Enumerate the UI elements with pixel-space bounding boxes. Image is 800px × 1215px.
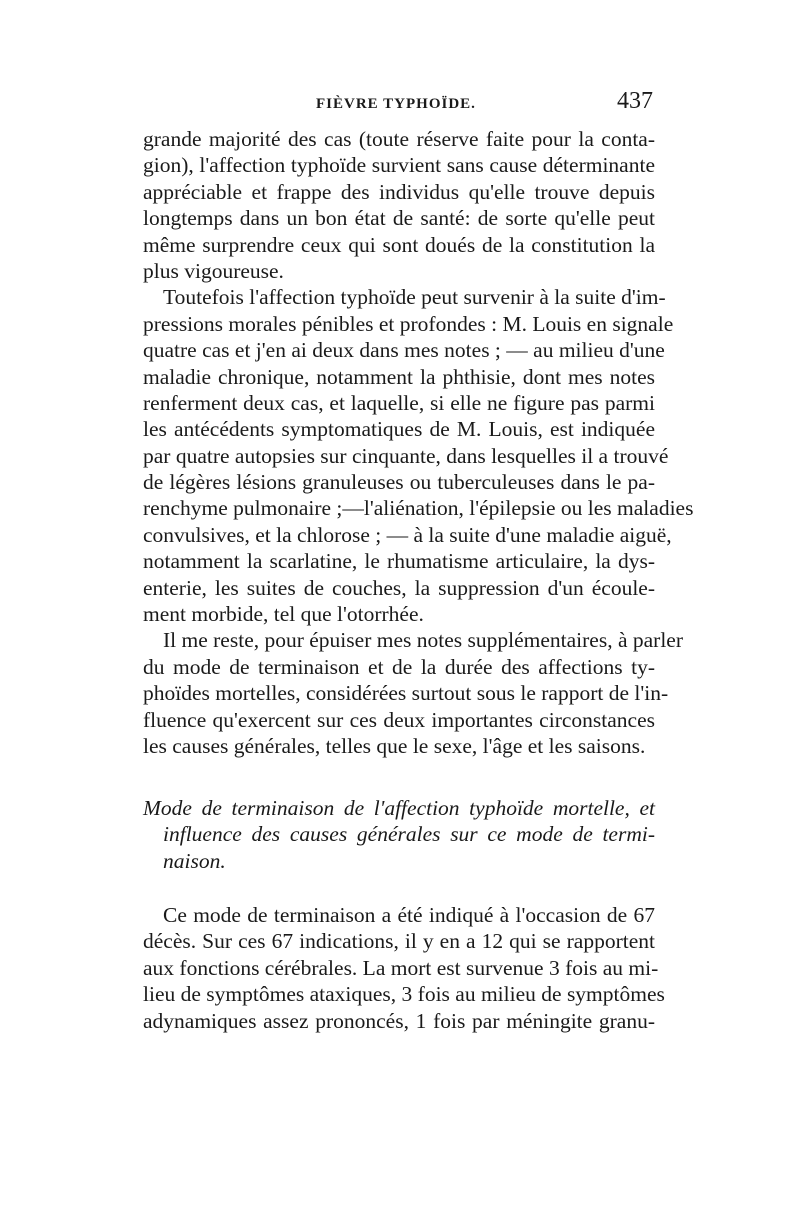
text-line: longtemps dans un bon état de santé: de sorte qu'elle peut	[143, 206, 655, 231]
text-line: ment morbide, tel que l'otorrhée.	[143, 602, 424, 627]
heading-line: influence des causes générales sur ce mode de termi-	[163, 822, 655, 847]
text-line: notamment la scarlatine, le rhumatisme articulaire, la dys-	[143, 549, 655, 574]
text-line: fluence qu'exercent sur ces deux importantes circonstances	[143, 707, 655, 732]
text-line: enterie, les suites de couches, la suppression d'un écoule-	[143, 575, 655, 600]
main-text-block	[143, 126, 694, 759]
text-line: par quatre autopsies sur cinquante, dans lesquelles il a trouvé	[143, 443, 669, 468]
text-line: gion), l'affection typhoïde survient sans cause déterminante	[143, 153, 655, 178]
text-line: maladie chronique, notamment la phthisie, dont mes notes	[143, 364, 655, 389]
text-line: appréciable et frappe des individus qu'elle trouve depuis	[143, 179, 655, 204]
text-line: phoïdes mortelles, considérées surtout sous le rapport de l'in-	[143, 681, 669, 706]
section-heading	[143, 795, 655, 874]
text-line: pressions morales pénibles et profondes : M. Louis en signale	[143, 311, 674, 336]
page-number: 437	[617, 88, 653, 114]
text-line: les causes générales, telles que le sexe, l'âge et les saisons.	[143, 733, 646, 758]
text-line: renchyme pulmonaire ;—l'aliénation, l'épilepsie ou les maladies	[143, 496, 694, 521]
text-line: Toutefois l'affection typhoïde peut survenir à la suite d'im-	[163, 285, 666, 310]
text-line: décès. Sur ces 67 indications, il y en a 12 qui se rapportent	[143, 929, 655, 954]
second-text-block	[143, 902, 665, 1034]
text-line: de légères lésions granuleuses ou tuberculeuses dans le pa-	[143, 470, 655, 495]
text-line: les antécédents symptomatiques de M. Louis, est indiquée	[143, 417, 655, 442]
text-line: du mode de terminaison et de la durée des affections ty-	[143, 654, 655, 679]
text-line: Il me reste, pour épuiser mes notes supplémentaires, à parler	[163, 628, 683, 653]
text-line: plus vigoureuse.	[143, 258, 284, 283]
running-title: FIÈVRE TYPHOÏDE.	[316, 96, 476, 112]
heading-line: naison.	[163, 848, 226, 873]
text-line: adynamiques assez prononcés, 1 fois par méningite granu-	[143, 1008, 655, 1033]
text-line: quatre cas et j'en ai deux dans mes notes ; — au milieu d'une	[143, 338, 665, 363]
heading-line: Mode de terminaison de l'affection typhoïde mortelle, et	[143, 796, 655, 820]
text-line: renferment deux cas, et laquelle, si elle ne figure pas parmi	[143, 390, 655, 415]
text-line: Ce mode de terminaison a été indiqué à l'occasion de 67	[163, 903, 655, 927]
text-line: grande majorité des cas (toute réserve faite pour la conta-	[143, 127, 655, 151]
text-line: même surprendre ceux qui sont doués de la constitution la	[143, 232, 655, 257]
text-line: lieu de symptômes ataxiques, 3 fois au milieu de symptômes	[143, 982, 665, 1007]
text-line: convulsives, et la chlorose ; — à la suite d'une maladie aiguë,	[143, 522, 672, 547]
text-line: aux fonctions cérébrales. La mort est survenue 3 fois au mi-	[143, 955, 659, 980]
